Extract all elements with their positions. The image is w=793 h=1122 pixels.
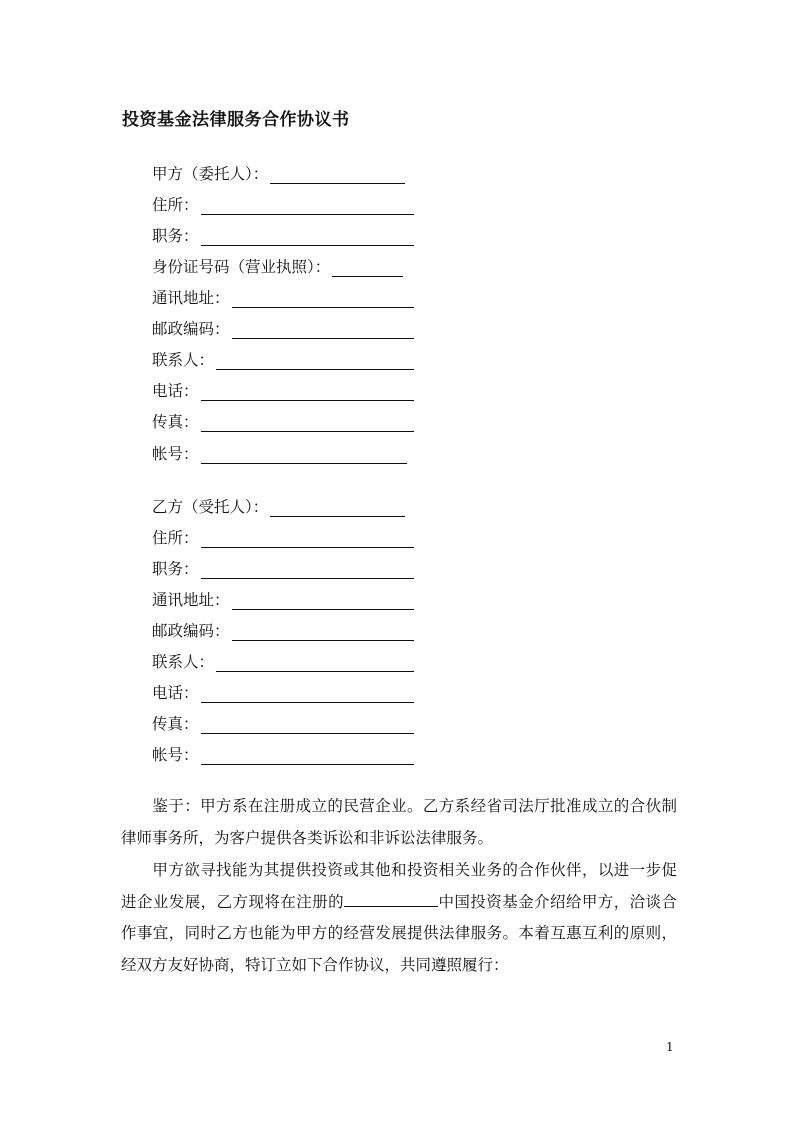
fill-line bbox=[232, 289, 414, 308]
fill-line bbox=[201, 227, 414, 246]
party-b-field bbox=[152, 528, 414, 548]
paragraph-purpose bbox=[121, 855, 677, 981]
party-b-field bbox=[152, 714, 414, 734]
party-b-field bbox=[152, 621, 414, 641]
fill-line bbox=[232, 320, 414, 339]
party-b-field bbox=[152, 590, 414, 610]
fill-line bbox=[201, 684, 414, 703]
field-label: 甲方（委托人）： bbox=[152, 165, 269, 183]
field-label: 电话： bbox=[152, 382, 199, 400]
fill-line bbox=[201, 560, 414, 579]
party-a-field bbox=[152, 319, 414, 339]
field-label: 通讯地址： bbox=[152, 289, 230, 307]
field-label: 通讯地址： bbox=[152, 591, 230, 609]
party-a-field bbox=[152, 257, 403, 277]
fill-line bbox=[232, 591, 414, 610]
party-a-field bbox=[152, 288, 414, 308]
fill-line bbox=[332, 258, 403, 277]
fill-line bbox=[201, 196, 414, 215]
field-label: 职务： bbox=[152, 227, 199, 245]
fill-line bbox=[201, 445, 407, 464]
party-a-field bbox=[152, 195, 414, 215]
document-title: 投资基金法律服务合作协议书 bbox=[122, 110, 350, 130]
paragraph-text: 甲方欲寻找能为其提供投资或其他和投资相关业务的合作伙伴，以进一步促进企业发展，乙方现将在注册的 bbox=[121, 861, 677, 911]
fill-line bbox=[216, 653, 414, 672]
fill-line bbox=[201, 715, 414, 734]
fill-line bbox=[201, 746, 414, 765]
field-label: 传真： bbox=[152, 715, 199, 733]
field-label: 帐号： bbox=[152, 746, 199, 764]
field-label: 身份证号码（营业执照）： bbox=[152, 258, 331, 276]
paragraph-text: 中国投资基金介绍给甲方，洽谈合作事宜，同时乙方也能为甲方的经营发展提供法律服务。本着互惠互利的原则，经双方友好协商，特订立如下合作协议，共同遵照履行： bbox=[121, 892, 677, 974]
page-number: 1 bbox=[666, 1040, 674, 1054]
party-b-field bbox=[152, 652, 414, 672]
field-label: 传真： bbox=[152, 413, 199, 431]
party-a-field bbox=[152, 350, 414, 370]
party-a-field bbox=[152, 164, 405, 184]
party-a-field bbox=[152, 226, 414, 246]
party-a-field bbox=[152, 381, 414, 401]
field-label: 乙方（受托人）： bbox=[152, 498, 269, 516]
field-label: 联系人： bbox=[152, 351, 215, 369]
paragraph-whereas bbox=[121, 791, 677, 854]
field-label: 住所： bbox=[152, 529, 199, 547]
party-b-field bbox=[152, 497, 405, 517]
fill-line bbox=[201, 413, 414, 432]
field-label: 电话： bbox=[152, 684, 199, 702]
party-b-field bbox=[152, 559, 414, 579]
field-label: 邮政编码： bbox=[152, 622, 230, 640]
field-label: 帐号： bbox=[152, 445, 199, 463]
party-a-field bbox=[152, 444, 407, 464]
fill-line bbox=[201, 529, 414, 548]
party-b-field bbox=[152, 745, 414, 765]
fill-blank bbox=[344, 890, 438, 907]
field-label: 住所： bbox=[152, 196, 199, 214]
field-label: 邮政编码： bbox=[152, 320, 230, 338]
paragraph-text: 鉴于：甲方系在注册成立的民营企业。乙方系经省司法厅批准成立的合伙制律师事务所，为客户提供各类诉讼和非诉讼法律服务。 bbox=[121, 797, 677, 847]
fill-line bbox=[270, 165, 405, 184]
fill-line bbox=[216, 351, 414, 370]
fill-line bbox=[270, 498, 405, 517]
fill-line bbox=[201, 382, 414, 401]
field-label: 职务： bbox=[152, 560, 199, 578]
fill-line bbox=[232, 622, 414, 641]
party-a-field bbox=[152, 412, 414, 432]
party-b-field bbox=[152, 683, 414, 703]
field-label: 联系人： bbox=[152, 653, 215, 671]
